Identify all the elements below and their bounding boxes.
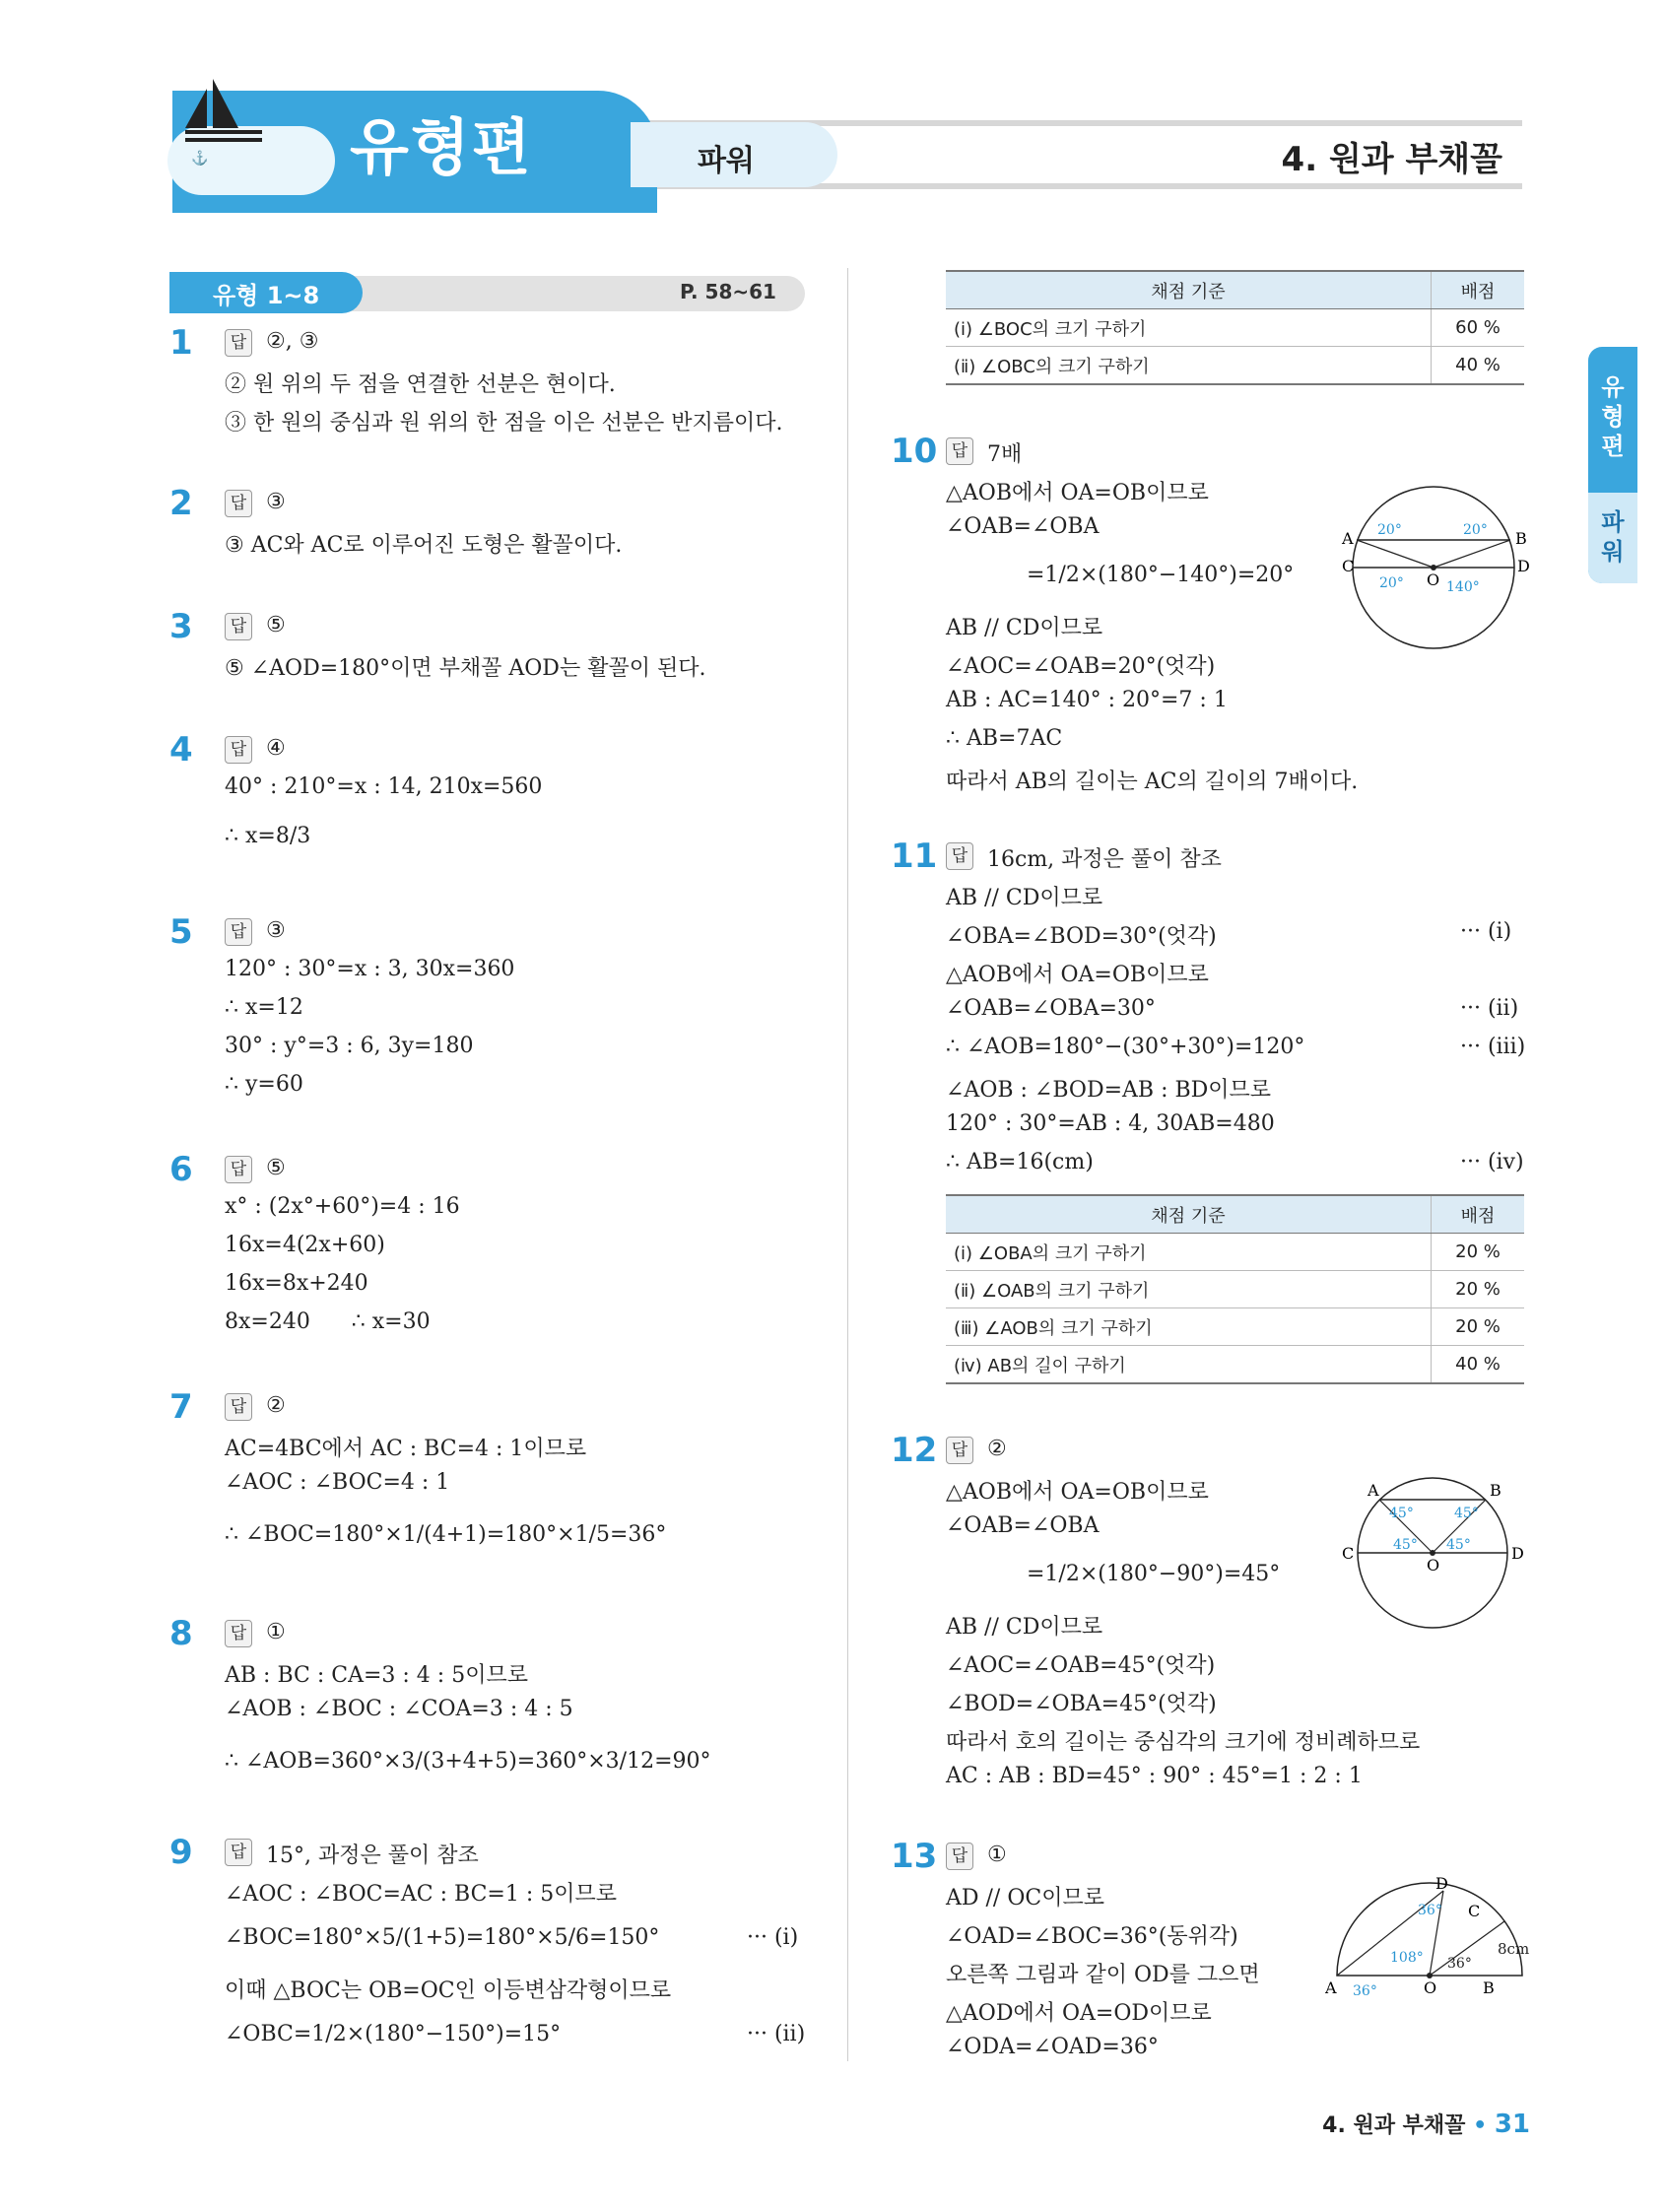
fig-label: 20°	[1377, 522, 1402, 538]
solution-line: AC : AB : BD=45° : 90° : 45°=1 : 2 : 1	[946, 1764, 1363, 1788]
solution-line: ③ 한 원의 중심과 원 위의 한 점을 이은 선분은 반지름이다.	[225, 411, 783, 436]
fig-label: 140°	[1446, 579, 1480, 595]
circle-figure-10	[1340, 479, 1537, 651]
solution-line: ∠AOC : ∠BOC=4 : 1	[225, 1470, 450, 1495]
fig-label: 36°	[1418, 1903, 1442, 1918]
table-cell: 20 %	[1432, 1271, 1525, 1308]
circle-figure-12	[1332, 1474, 1534, 1632]
table-cell: 40 %	[1432, 1346, 1525, 1384]
semicircle-figure-13	[1325, 1877, 1537, 2005]
solution-line: 따라서 AB의 길이는 AC의 길이의 7배이다.	[946, 770, 1359, 794]
answer-value: ⑤	[266, 1156, 286, 1180]
footer-chapter: 4. 원과 부채꼴	[1322, 2113, 1466, 2138]
problem-number: 13	[891, 1837, 938, 1876]
fig-label: 8cm	[1498, 1940, 1530, 1958]
solution-line: ∴ x=8/3	[225, 824, 311, 848]
fig-label: O	[1424, 1978, 1437, 1997]
fig-label: A	[1325, 1978, 1337, 1997]
solution-line: ∠ODA=∠OAD=36°	[946, 2035, 1159, 2059]
problem-number: 12	[891, 1431, 938, 1470]
fig-label: D	[1517, 557, 1530, 575]
fig-label: B	[1490, 1481, 1501, 1500]
problem-number: 2	[169, 484, 193, 523]
solution-line: ∠OAB=∠OBA=30°	[946, 996, 1156, 1021]
table-row	[946, 347, 1524, 385]
step-tag: ··· (ⅲ)	[1460, 1035, 1526, 1059]
step-tag: ··· (ⅰ)	[1460, 919, 1512, 944]
solution-line: ⑤ ∠AOD=180°이면 부채꼴 AOD는 활꼴이 된다.	[225, 656, 706, 681]
solution-line: ∠AOC : ∠BOC=AC : BC=1 : 5이므로	[225, 1882, 618, 1907]
fig-label: 45°	[1389, 1506, 1414, 1521]
table-cell: (ⅰ) ∠OBA의 크기 구하기	[946, 1234, 1432, 1271]
solution-line: ∴ AB=7AC	[946, 726, 1063, 751]
solution-line: ∠BOC=180°×5/(1+5)=180°×5/6=150°	[225, 1925, 660, 1950]
solution-line: AB // CD이므로	[946, 886, 1103, 910]
solution-line: AB : BC : CA=3 : 4 : 5이므로	[225, 1663, 528, 1688]
table-row	[946, 1346, 1524, 1384]
table-header: 배점	[1432, 271, 1525, 309]
answer-label: 답	[225, 736, 252, 764]
solution-line: ∴ AB=16(cm)	[946, 1150, 1094, 1174]
solution-line: 16x=8x+240	[225, 1271, 368, 1296]
fig-label: A	[1342, 529, 1354, 548]
solution-line: =1/2×(180°−90°)=45°	[1027, 1562, 1281, 1586]
answer-label: 답	[225, 329, 252, 357]
solution-line: 오른쪽 그림과 같이 OD를 그으면	[946, 1963, 1260, 1987]
solution-line: ③ AC와 AC로 이루어진 도형은 활꼴이다.	[225, 533, 623, 558]
fig-label: B	[1483, 1978, 1495, 1997]
page-footer	[1322, 2109, 1530, 2139]
table-header: 채점 기준	[946, 271, 1432, 309]
solution-line: 8x=240 ∴ x=30	[225, 1309, 431, 1334]
problem-number: 3	[169, 607, 193, 646]
problem-number: 1	[169, 323, 193, 363]
step-tag: ··· (ⅳ)	[1460, 1150, 1524, 1174]
solution-line: ∴ x=12	[225, 995, 303, 1020]
fig-label: 45°	[1393, 1537, 1418, 1553]
answer-value: 15°, 과정은 풀이 참조	[266, 1843, 479, 1868]
solution-line: 16x=4(2x+60)	[225, 1233, 385, 1257]
solution-line: 120° : 30°=x : 3, 30x=360	[225, 957, 515, 981]
answer-label: 답	[946, 437, 973, 465]
fig-label: C	[1468, 1902, 1481, 1920]
table-cell: 40 %	[1432, 347, 1525, 385]
side-tab-label: 유형편	[1601, 373, 1625, 460]
solution-line: AD // OC이므로	[946, 1886, 1104, 1910]
fig-label: C	[1342, 557, 1355, 575]
table-row	[946, 1308, 1524, 1346]
solution-line: ∴ ∠BOC=180°×1/(4+1)=180°×1/5=36°	[225, 1522, 667, 1547]
solution-line: ∠OAB=∠OBA	[946, 1513, 1100, 1538]
solution-line: ∠OBA=∠BOD=30°(엇각)	[946, 924, 1217, 949]
solution-line: ∠AOB : ∠BOD=AB : BD이므로	[946, 1078, 1272, 1103]
step-tag: ··· (ⅱ)	[1460, 996, 1519, 1021]
answer-label: 답	[225, 1839, 252, 1866]
step-tag: ··· (ⅰ)	[747, 1925, 799, 1950]
solution-line: ∠OBC=1/2×(180°−150°)=15°	[225, 2022, 562, 2046]
problem-number: 6	[169, 1150, 193, 1189]
answer-value: ④	[266, 736, 286, 761]
table-cell: (ⅲ) ∠AOB의 크기 구하기	[946, 1308, 1432, 1346]
fig-label: 20°	[1379, 575, 1404, 591]
problem-number: 4	[169, 730, 193, 770]
answer-label: 답	[946, 1843, 973, 1870]
solution-line: ∴ ∠AOB=180°−(30°+30°)=120°	[946, 1035, 1305, 1059]
fig-label: O	[1427, 570, 1440, 589]
step-tag: ··· (ⅱ)	[747, 2022, 806, 2046]
problem-number: 9	[169, 1833, 193, 1872]
column-divider	[847, 268, 848, 2061]
table-cell: (ⅰ) ∠BOC의 크기 구하기	[946, 309, 1432, 347]
solution-line: ∠AOC=∠OAB=45°(엇각)	[946, 1653, 1216, 1678]
solution-line: ∠OAD=∠BOC=36°(동위각)	[946, 1924, 1238, 1949]
table-header: 채점 기준	[946, 1195, 1432, 1234]
answer-value: ②	[266, 1393, 286, 1418]
solution-line: AB // CD이므로	[946, 1615, 1103, 1640]
page-title: 유형편	[350, 111, 533, 183]
table-cell: 20 %	[1432, 1308, 1525, 1346]
fig-label: A	[1368, 1481, 1379, 1500]
table-row	[946, 1271, 1524, 1308]
solution-line: x° : (2x°+60°)=4 : 16	[225, 1194, 460, 1219]
problem-number: 8	[169, 1614, 193, 1653]
solution-line: ∠AOB : ∠BOC : ∠COA=3 : 4 : 5	[225, 1697, 573, 1721]
table-row	[946, 1234, 1524, 1271]
type-label: 유형 1~8	[213, 282, 320, 309]
solution-line: ∠OAB=∠OBA	[946, 514, 1100, 539]
fig-label: B	[1515, 529, 1527, 548]
solution-line: ∠AOC=∠OAB=20°(엇각)	[946, 654, 1216, 679]
fig-label: 108°	[1390, 1950, 1424, 1966]
solution-line: AB : AC=140° : 20°=7 : 1	[946, 688, 1228, 712]
side-tab-sub-label: 파워	[1601, 508, 1625, 566]
table-cell: 20 %	[1432, 1234, 1525, 1271]
solution-line: 40° : 210°=x : 14, 210x=560	[225, 774, 543, 799]
solution-line: △AOD에서 OA=OD이므로	[946, 2001, 1212, 2026]
answer-label: 답	[225, 918, 252, 946]
solution-line: ∴ ∠AOB=360°×3/(3+4+5)=360°×3/12=90°	[225, 1749, 711, 1774]
answer-value: ②	[987, 1437, 1007, 1461]
solution-line: 120° : 30°=AB : 4, 30AB=480	[946, 1111, 1275, 1136]
chapter-title: 4. 원과 부채꼴	[1281, 140, 1502, 179]
fig-label: D	[1435, 1877, 1448, 1893]
table-cell: (ⅱ) ∠OBC의 크기 구하기	[946, 347, 1432, 385]
solution-line: AC=4BC에서 AC : BC=4 : 1이므로	[225, 1437, 587, 1461]
fig-label: O	[1427, 1556, 1440, 1575]
fig-label: 36°	[1353, 1983, 1377, 1999]
table-cell: (ⅱ) ∠OAB의 크기 구하기	[946, 1271, 1432, 1308]
answer-value: ①	[987, 1843, 1007, 1867]
score-table	[946, 1194, 1524, 1384]
problem-number: 10	[891, 432, 938, 471]
answer-label: 답	[225, 613, 252, 640]
answer-label: 답	[946, 1437, 973, 1464]
solution-line: 30° : y°=3 : 6, 3y=180	[225, 1034, 474, 1058]
score-table	[946, 270, 1524, 385]
answer-value: ①	[266, 1620, 286, 1644]
problem-number: 7	[169, 1387, 193, 1427]
solution-line: 따라서 호의 길이는 중심각의 크기에 정비례하므로	[946, 1730, 1421, 1755]
fig-label: C	[1342, 1544, 1355, 1563]
fig-label: D	[1511, 1544, 1524, 1563]
answer-label: 답	[225, 1393, 252, 1421]
sailboat-icon	[177, 69, 325, 168]
solution-line: △AOB에서 OA=OB이므로	[946, 481, 1209, 505]
answer-value: 7배	[987, 442, 1023, 467]
solution-line: ② 원 위의 두 점을 연결한 선분은 현이다.	[225, 372, 616, 397]
answer-label: 답	[225, 1620, 252, 1647]
type-pages: P. 58~61	[680, 280, 776, 303]
answer-label: 답	[946, 842, 973, 870]
table-cell: (ⅳ) AB의 길이 구하기	[946, 1346, 1432, 1384]
page-subtitle: 파워	[698, 144, 755, 178]
footer-dot: •	[1473, 2113, 1488, 2138]
fig-label: 20°	[1463, 522, 1488, 538]
fig-label: 36°	[1447, 1956, 1472, 1972]
solution-line: 이때 △BOC는 OB=OC인 이등변삼각형이므로	[225, 1978, 672, 2003]
solution-line: △AOB에서 OA=OB이므로	[946, 963, 1209, 987]
answer-value: ③	[266, 490, 286, 514]
solution-line: ∠BOD=∠OBA=45°(엇각)	[946, 1692, 1217, 1716]
problem-number: 11	[891, 837, 938, 876]
answer-label: 답	[225, 1156, 252, 1183]
solution-line: =1/2×(180°−140°)=20°	[1027, 563, 1295, 587]
answer-value: ②, ③	[266, 329, 319, 354]
table-header: 배점	[1432, 1195, 1525, 1234]
solution-line: AB // CD이므로	[946, 616, 1103, 640]
answer-value: ⑤	[266, 613, 286, 637]
table-row	[946, 309, 1524, 347]
answer-value: ③	[266, 918, 286, 943]
answer-value: 16cm, 과정은 풀이 참조	[987, 847, 1222, 872]
fig-label: 45°	[1454, 1506, 1479, 1521]
page-number: 31	[1494, 2110, 1530, 2139]
answer-label: 답	[225, 490, 252, 517]
svg-text:⚓: ⚓	[191, 151, 209, 167]
problem-number: 5	[169, 912, 193, 952]
table-cell: 60 %	[1432, 309, 1525, 347]
fig-label: 45°	[1446, 1537, 1471, 1553]
solution-line: △AOB에서 OA=OB이므로	[946, 1480, 1209, 1505]
solution-line: ∴ y=60	[225, 1072, 303, 1097]
